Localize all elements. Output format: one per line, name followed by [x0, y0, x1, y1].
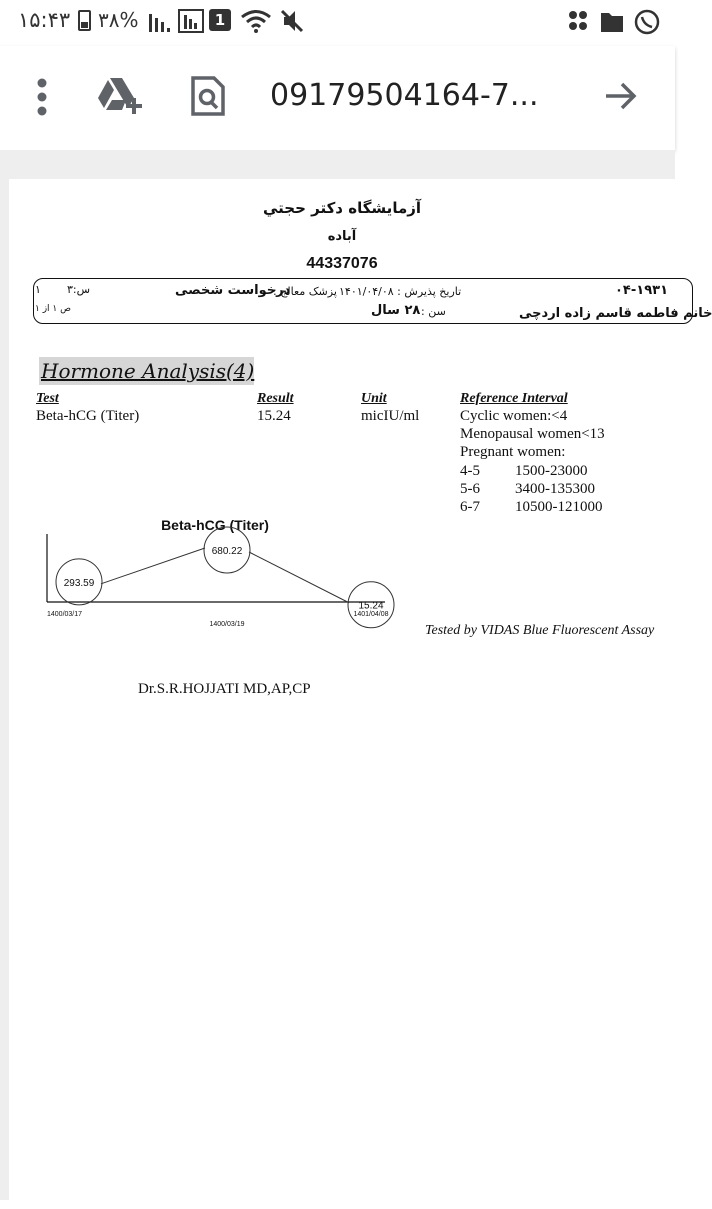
physician-value: درخواست شخصی: [175, 283, 291, 298]
sim-badge: 1: [209, 9, 231, 31]
doctor-signature: Dr.S.R.HOJJATI MD,AP,CP: [138, 681, 311, 697]
chart-line-segment: [101, 548, 205, 584]
reference-range: 10500-121000: [515, 499, 603, 515]
page-of-label: ص ۱ از ۱: [35, 304, 72, 314]
chart-data-label: 680.22: [211, 546, 243, 557]
reception-date: تاریخ پذیرش : ۱۴۰۱/۰۴/۰۸: [339, 285, 462, 298]
age-label: سن :: [421, 305, 446, 318]
reference-line: Menopausal women<13: [460, 426, 605, 442]
chart-data-label: 15.24: [358, 600, 384, 612]
reference-week: 4-5: [460, 463, 480, 479]
document-viewer[interactable]: [0, 150, 712, 1200]
column-result: Result: [257, 391, 294, 406]
column-test: Test: [36, 391, 59, 406]
signal-box-icon: [178, 9, 204, 33]
section-title: Hormone Analysis(4): [41, 359, 255, 383]
physician-label: پزشک معالج :: [273, 285, 337, 298]
document-title: 09179504164-7...: [270, 78, 539, 113]
test-result: 15.24: [257, 408, 291, 424]
lab-phone: 44337076: [306, 255, 378, 272]
beta-hcg-chart: [39, 516, 419, 626]
lab-name: آزمايشگاه دكتر حجتي: [262, 199, 422, 217]
reference-line: Pregnant women:: [460, 444, 566, 460]
reference-range: 1500-23000: [515, 463, 588, 479]
column-reference: Reference Interval: [460, 391, 568, 406]
chart-title: Beta-hCG (Titer): [161, 517, 269, 533]
patient-name: خانم فاطمه قاسم زاده اردچی: [519, 306, 712, 321]
wifi-icon: [240, 8, 272, 34]
chart-line-segment: [249, 552, 349, 603]
battery-icon: [78, 10, 91, 31]
app-bar: [0, 46, 675, 150]
reference-week: 6-7: [460, 499, 480, 515]
test-unit: micIU/ml: [361, 408, 420, 424]
add-to-drive-icon[interactable]: [96, 76, 144, 116]
report-page: [9, 179, 712, 1209]
mute-icon: [280, 8, 304, 34]
file-number: ۰۴-۱۹۳۱: [615, 283, 669, 298]
reference-week: 5-6: [460, 481, 480, 497]
chart-x-tick-label: 1400/03/19: [209, 621, 245, 628]
status-time: ۱۵:۴۳: [18, 8, 71, 32]
more-vert-icon[interactable]: [28, 76, 56, 118]
test-name: Beta-hCG (Titer): [36, 408, 140, 424]
section-header: [39, 357, 254, 385]
lab-city: آباده: [327, 229, 357, 244]
page-count-label: س:۳: [67, 283, 91, 296]
chart-data-label: 293.59: [63, 577, 95, 589]
reference-line: Cyclic women:<4: [460, 408, 568, 424]
status-bar: [0, 0, 675, 46]
age-value: ۲۸ سال: [371, 303, 421, 318]
column-unit: Unit: [361, 391, 387, 406]
tested-by-note: Tested by VIDAS Blue Fluorescent Assay: [425, 623, 655, 638]
arrow-forward-icon[interactable]: [600, 76, 640, 116]
chart-x-tick-label: 1401/04/08: [353, 611, 389, 618]
status-right-icons: [567, 8, 663, 36]
reference-range: 3400-135300: [515, 481, 595, 497]
chart-x-tick-label: 1400/03/17: [47, 611, 83, 618]
page-count-value: ۱: [35, 283, 41, 296]
battery-percent: ۳۸%: [98, 8, 139, 32]
open-in-preview-icon[interactable]: [190, 76, 226, 116]
signal-icon: [148, 10, 174, 34]
